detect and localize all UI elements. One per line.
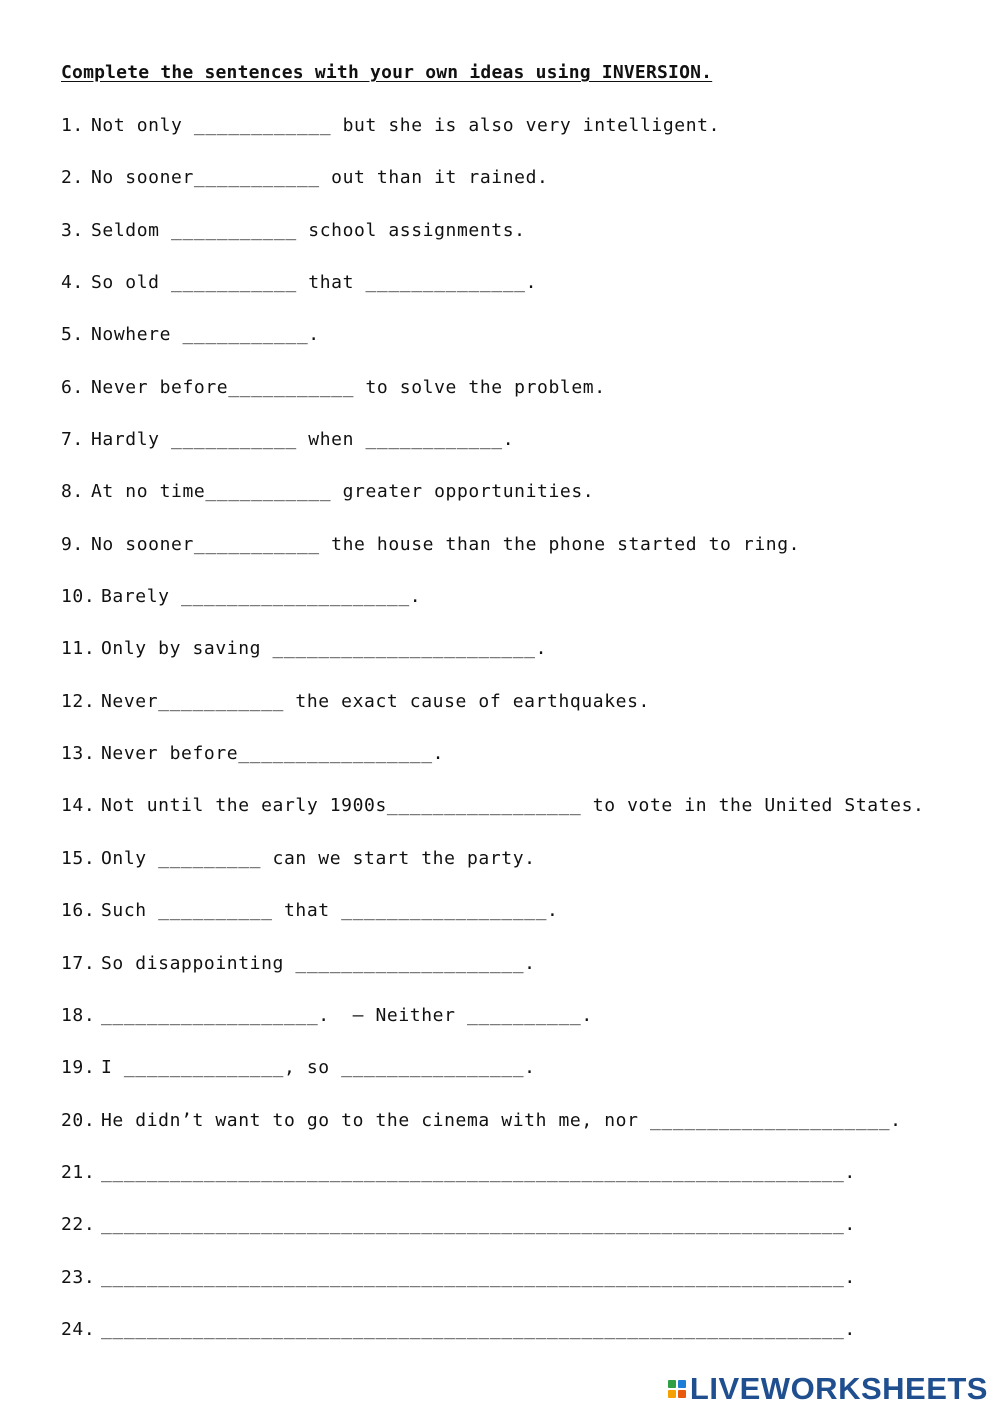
item-number: 13. [61, 743, 96, 765]
sentence-item [61, 428, 924, 480]
item-number: 1. [61, 115, 84, 136]
sentence-item [61, 1266, 924, 1318]
item-text: Only by saving _______________________. [101, 638, 548, 660]
item-text: Such __________ that __________________. [101, 900, 559, 922]
item-text: Nowhere ___________. [91, 324, 320, 346]
item-text: _________________________________________________________________. [101, 1266, 856, 1288]
item-number: 10. [61, 586, 96, 608]
item-number: 17. [61, 952, 96, 974]
logo-square [678, 1380, 686, 1388]
sentence-item [61, 1004, 924, 1056]
sentence-item [61, 480, 924, 532]
item-text: Barely ____________________. [101, 586, 422, 608]
item-text: _________________________________________________________________. [101, 1318, 856, 1340]
item-number: 15. [61, 847, 96, 869]
item-text: Never before___________ to solve the problem. [91, 376, 606, 398]
item-text: At no time___________ greater opportunities. [91, 481, 595, 503]
item-text: No sooner___________ the house than the phone started to ring. [91, 533, 801, 555]
sentence-item [61, 323, 924, 375]
item-number: 5. [61, 324, 84, 346]
item-text: _________________________________________________________________. [101, 1161, 856, 1183]
logo-mark-icon [668, 1380, 686, 1398]
sentence-item [61, 376, 924, 428]
item-number: 19. [61, 1057, 96, 1079]
item-number: 12. [61, 690, 96, 712]
item-number: 24. [61, 1318, 96, 1340]
item-number: 9. [61, 533, 84, 555]
sentence-item [61, 794, 924, 846]
item-number: 21. [61, 1161, 96, 1183]
sentence-list [61, 114, 924, 1370]
item-number: 8. [61, 481, 84, 503]
item-text: Hardly ___________ when ____________. [91, 429, 515, 451]
sentence-item [61, 533, 924, 585]
item-text: So old ___________ that ______________. [91, 272, 538, 294]
item-text: So disappointing ____________________. [101, 952, 536, 974]
item-number: 14. [61, 795, 96, 817]
sentence-item [61, 1109, 924, 1161]
sentence-item [61, 847, 924, 899]
item-number: 22. [61, 1214, 96, 1236]
item-number: 3. [61, 219, 84, 241]
item-number: 4. [61, 272, 84, 294]
sentence-item [61, 166, 924, 218]
item-text: Only _________ can we start the party. [101, 847, 536, 869]
item-text: Not until the early 1900s_________________ to vote in the United States. [101, 795, 925, 817]
item-number: 7. [61, 429, 84, 451]
sentence-item [61, 219, 924, 271]
item-text: Never___________ the exact cause of earthquakes. [101, 690, 650, 712]
sentence-item [61, 1056, 924, 1108]
sentence-item [61, 1161, 924, 1213]
item-number: 11. [61, 638, 96, 660]
worksheet-instruction: Complete the sentences with your own ideas using INVERSION. [61, 62, 713, 83]
sentence-item [61, 742, 924, 794]
item-text: Not only ____________ but she is also very intelligent. [91, 115, 721, 136]
item-text: I ______________, so ________________. [101, 1057, 536, 1079]
sentence-item [61, 1318, 924, 1370]
item-text: He didn’t want to go to the cinema with me, nor _____________________. [101, 1109, 902, 1131]
logo-square [668, 1390, 676, 1398]
sentence-item [61, 114, 924, 166]
sentence-item [61, 899, 924, 951]
logo-text: LIVEWORKSHEETS [689, 1371, 988, 1406]
item-number: 16. [61, 900, 96, 922]
item-number: 18. [61, 1004, 96, 1026]
sentence-item [61, 952, 924, 1004]
sentence-item [61, 585, 924, 637]
logo-square [678, 1390, 686, 1398]
sentence-item [61, 690, 924, 742]
item-text: Seldom ___________ school assignments. [91, 219, 526, 241]
item-text: Never before_________________. [101, 743, 445, 765]
item-text: _________________________________________________________________. [101, 1214, 856, 1236]
liveworksheets-logo [668, 1371, 988, 1407]
item-text: ___________________. – Neither __________. [101, 1004, 593, 1026]
sentence-item [61, 271, 924, 323]
sentence-item [61, 637, 924, 689]
item-number: 2. [61, 167, 84, 189]
item-number: 20. [61, 1109, 96, 1131]
item-text: No sooner___________ out than it rained. [91, 167, 549, 189]
item-number: 6. [61, 376, 84, 398]
logo-square [668, 1380, 676, 1388]
item-number: 23. [61, 1266, 96, 1288]
sentence-item [61, 1213, 924, 1265]
